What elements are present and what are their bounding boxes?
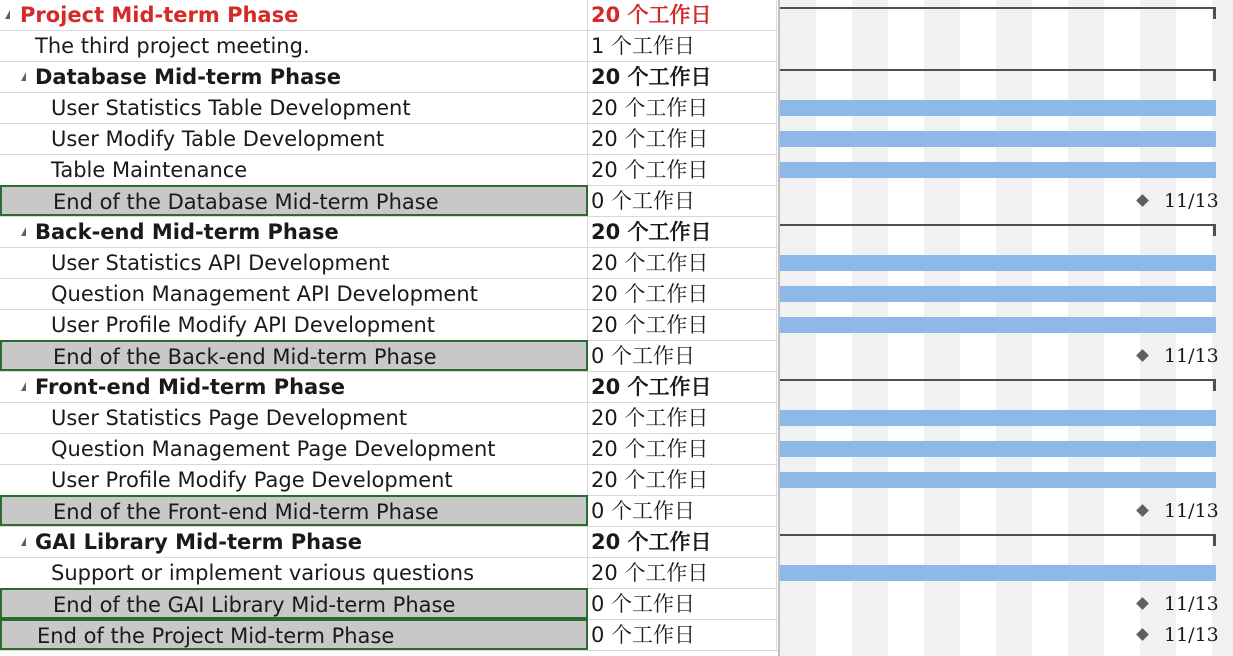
task-duration-cell[interactable]: 0 个工作日 bbox=[589, 620, 777, 650]
task-name-label: End of the Back-end Mid-term Phase bbox=[53, 345, 437, 369]
task-bar[interactable] bbox=[780, 410, 1216, 426]
task-name-label: User Statistics Page Development bbox=[51, 406, 408, 430]
task-name-label: User Profile Modify Page Development bbox=[51, 468, 453, 492]
task-name-label: The third project meeting. bbox=[35, 34, 310, 58]
task-bar[interactable] bbox=[780, 472, 1216, 488]
task-row-end-of-the-front-end-mid-term-phase[interactable] bbox=[0, 496, 778, 527]
task-row-end-of-the-project-mid-term-phase[interactable] bbox=[0, 620, 778, 651]
task-name-cell[interactable] bbox=[0, 93, 588, 123]
task-duration-cell[interactable]: 20 个工作日 bbox=[589, 248, 777, 278]
task-row-back-end-mid-term-phase[interactable] bbox=[0, 217, 778, 248]
task-name-cell[interactable] bbox=[0, 185, 588, 216]
task-bar[interactable] bbox=[780, 286, 1216, 302]
task-name-cell[interactable] bbox=[0, 434, 588, 464]
task-name-cell[interactable] bbox=[0, 31, 588, 61]
milestone-date-label: 11/13 bbox=[1164, 190, 1219, 212]
task-name-label: Database Mid-term Phase bbox=[35, 65, 341, 89]
gantt-chart bbox=[778, 0, 1233, 656]
task-row-support-or-implement-various-questions[interactable] bbox=[0, 558, 778, 589]
task-duration-cell[interactable]: 0 个工作日 bbox=[589, 341, 777, 371]
task-name-cell[interactable] bbox=[0, 495, 588, 526]
task-row-user-statistics-table-development[interactable] bbox=[0, 93, 778, 124]
task-row-question-management-page-development[interactable] bbox=[0, 434, 778, 465]
task-name-label: Question Management API Development bbox=[51, 282, 478, 306]
milestone-date-label: 11/13 bbox=[1164, 593, 1219, 615]
collapse-triangle-icon[interactable] bbox=[21, 382, 26, 391]
collapse-triangle-icon[interactable] bbox=[21, 72, 26, 81]
task-duration-cell[interactable]: 20 个工作日 bbox=[589, 310, 777, 340]
task-name-cell[interactable] bbox=[0, 155, 588, 185]
task-name-label: User Profile Modify API Development bbox=[51, 313, 436, 337]
task-duration-cell[interactable]: 20 个工作日 bbox=[589, 434, 777, 464]
milestone-date-label: 11/13 bbox=[1164, 345, 1219, 367]
task-row-the-third-project-meeting[interactable] bbox=[0, 31, 778, 62]
task-name-cell[interactable] bbox=[0, 124, 588, 154]
task-name-label: Support or implement various questions bbox=[51, 561, 475, 585]
task-name-cell[interactable] bbox=[0, 465, 588, 495]
task-duration-cell[interactable]: 0 个工作日 bbox=[589, 186, 777, 216]
task-name-label: User Statistics API Development bbox=[51, 251, 390, 275]
task-row-gai-library-mid-term-phase[interactable] bbox=[0, 527, 778, 558]
task-name-cell[interactable] bbox=[0, 279, 588, 309]
task-bar[interactable] bbox=[780, 441, 1216, 457]
task-name-cell[interactable] bbox=[0, 372, 588, 402]
task-duration-cell[interactable]: 20 个工作日 bbox=[589, 124, 777, 154]
task-duration-cell[interactable]: 20 个工作日 bbox=[589, 558, 777, 588]
task-row-user-profile-modify-page-development[interactable] bbox=[0, 465, 778, 496]
task-row-end-of-the-database-mid-term-phase[interactable] bbox=[0, 186, 778, 217]
task-name-cell[interactable] bbox=[0, 619, 588, 650]
task-row-question-management-api-development[interactable] bbox=[0, 279, 778, 310]
task-bar[interactable] bbox=[780, 131, 1216, 147]
task-duration-cell[interactable]: 1 个工作日 bbox=[589, 31, 777, 61]
task-bar[interactable] bbox=[780, 100, 1216, 116]
task-duration-cell[interactable]: 0 个工作日 bbox=[589, 496, 777, 526]
task-duration-cell[interactable]: 20 个工作日 bbox=[589, 217, 777, 247]
task-duration-cell[interactable]: 20 个工作日 bbox=[589, 62, 777, 92]
task-bar[interactable] bbox=[780, 162, 1216, 178]
summary-bar[interactable] bbox=[780, 69, 1216, 81]
task-row-database-mid-term-phase[interactable] bbox=[0, 62, 778, 93]
task-name-label: GAI Library Mid-term Phase bbox=[35, 530, 363, 554]
task-name-cell[interactable] bbox=[0, 248, 588, 278]
task-duration-cell[interactable]: 20 个工作日 bbox=[589, 403, 777, 433]
task-row-table-maintenance[interactable] bbox=[0, 155, 778, 186]
task-bar[interactable] bbox=[780, 565, 1216, 581]
task-row-project-mid-term-phase[interactable] bbox=[0, 0, 778, 31]
task-duration-cell[interactable]: 20 个工作日 bbox=[589, 279, 777, 309]
task-name-label: Front-end Mid-term Phase bbox=[35, 375, 345, 399]
task-row-user-statistics-page-development[interactable] bbox=[0, 403, 778, 434]
collapse-triangle-icon[interactable] bbox=[5, 10, 10, 19]
task-row-end-of-the-gai-library-mid-term-phase[interactable] bbox=[0, 589, 778, 620]
task-name-cell[interactable] bbox=[0, 62, 588, 92]
task-name-cell[interactable] bbox=[0, 403, 588, 433]
task-duration-cell[interactable]: 20 个工作日 bbox=[589, 155, 777, 185]
milestone-date-label: 11/13 bbox=[1164, 500, 1219, 522]
task-row-user-statistics-api-development[interactable] bbox=[0, 248, 778, 279]
task-name-label: End of the Database Mid-term Phase bbox=[53, 190, 439, 214]
task-name-label: User Statistics Table Development bbox=[51, 96, 411, 120]
task-name-label: Table Maintenance bbox=[51, 158, 248, 182]
task-name-label: End of the Front-end Mid-term Phase bbox=[53, 500, 439, 524]
task-name-cell[interactable] bbox=[0, 558, 588, 588]
task-name-label: End of the Project Mid-term Phase bbox=[37, 624, 395, 648]
summary-bar[interactable] bbox=[780, 534, 1216, 546]
collapse-triangle-icon[interactable] bbox=[21, 227, 26, 236]
task-row-front-end-mid-term-phase[interactable] bbox=[0, 372, 778, 403]
task-name-cell[interactable] bbox=[0, 527, 588, 557]
summary-bar[interactable] bbox=[780, 379, 1216, 391]
milestone-date-label: 11/13 bbox=[1164, 624, 1219, 646]
task-duration-cell[interactable]: 20 个工作日 bbox=[589, 0, 777, 30]
task-duration-cell[interactable]: 20 个工作日 bbox=[589, 372, 777, 402]
task-duration-cell[interactable]: 0 个工作日 bbox=[589, 589, 777, 619]
task-row-user-profile-modify-api-development[interactable] bbox=[0, 310, 778, 341]
task-bar[interactable] bbox=[780, 317, 1216, 333]
summary-bar[interactable] bbox=[780, 224, 1216, 236]
task-name-label: Project Mid-term Phase bbox=[20, 3, 299, 27]
task-name-cell[interactable] bbox=[0, 588, 588, 619]
task-name-cell[interactable] bbox=[0, 310, 588, 340]
task-name-label: Back-end Mid-term Phase bbox=[35, 220, 339, 244]
collapse-triangle-icon[interactable] bbox=[21, 537, 26, 546]
task-name-cell[interactable] bbox=[0, 217, 588, 247]
task-row-user-modify-table-development[interactable] bbox=[0, 124, 778, 155]
task-name-label: End of the GAI Library Mid-term Phase bbox=[53, 593, 456, 617]
task-name-label: User Modify Table Development bbox=[51, 127, 385, 151]
task-duration-cell[interactable]: 20 个工作日 bbox=[589, 93, 777, 123]
task-duration-cell[interactable]: 20 个工作日 bbox=[589, 527, 777, 557]
task-bar[interactable] bbox=[780, 255, 1216, 271]
task-name-label: Question Management Page Development bbox=[51, 437, 496, 461]
task-name-cell[interactable] bbox=[0, 340, 588, 371]
task-name-cell[interactable] bbox=[0, 0, 588, 30]
task-duration-cell[interactable]: 20 个工作日 bbox=[589, 465, 777, 495]
task-row-end-of-the-back-end-mid-term-phase[interactable] bbox=[0, 341, 778, 372]
summary-bar[interactable] bbox=[780, 7, 1216, 19]
